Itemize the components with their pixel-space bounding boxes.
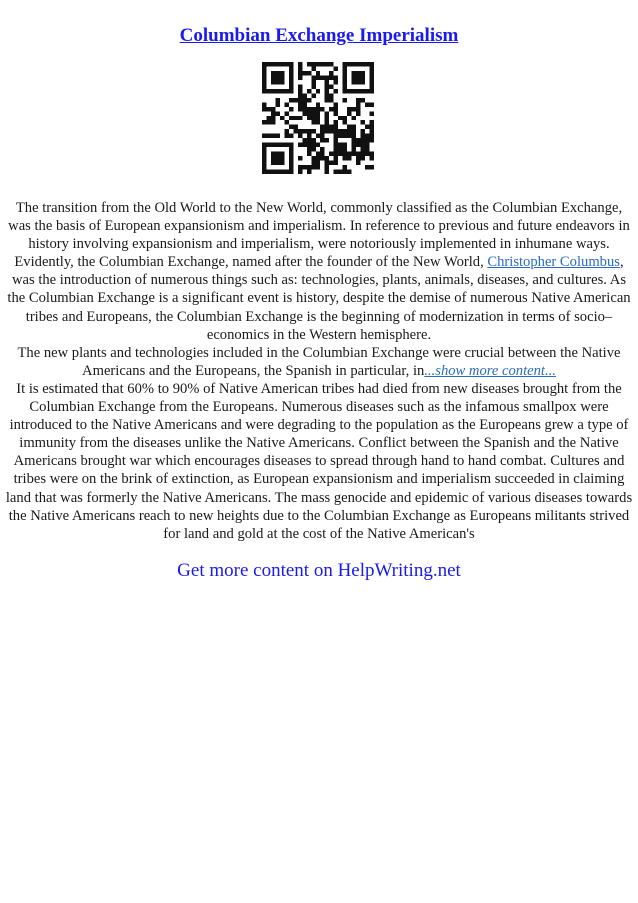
paragraph-intro (4, 199, 634, 344)
paragraph-intro-text-continued: , was the introduction of numerous things such as: technologies, plants, animals, diseases, and cultures. As the Columbian Exchange is a significant event is history, despite the demise of numerous Native American tribes and Europeans, the Columbian Exchange is the beginning of modernization in terms of socio–economics in the Western hemisphere. (7, 254, 631, 343)
paragraph-diseases: It is estimated that 60% to 90% of Native American tribes had died from new diseases brought from the Columbian Exchange from the Europeans. Numerous diseases such as the infamous smallpox were introduced to the Native Americans and were degrading to the population as the Europeans grew a type of immunity from the diseases unlike the Native Americans. Conflict between the Spanish and the Native Americans brought war which encourages diseases to spread through hand to hand combat. Cultures and tribes were on the brink of extinction, as European expansionism and imperialism succeeded in claiming land that was formerly the Native Americans. The mass genocide and epidemic of various diseases towards the Native Americans reach to new heights due to the Columbian Exchange as Europeans militants strived for land and gold at the cost of the Native American's (5, 380, 633, 542)
document-title (0, 24, 638, 48)
paragraph-plants (4, 344, 634, 380)
get-more-content-link[interactable]: Get more content on HelpWriting.net (177, 560, 461, 581)
qr-code-icon[interactable] (262, 62, 374, 174)
show-more-link[interactable]: ...show more content... (424, 362, 556, 379)
paragraph-intro-text: The transition from the Old World to the New World, commonly classified as the Columbian Exchange, was the basis of European expansionism and imperialism. In reference to previous and future endeavors in history involving expansionism and imperialism, were notoriously implemented in inhumane ways. Evidently, the Columbian Exchange, named after the founder of the New World, (8, 200, 630, 271)
footer (0, 559, 638, 583)
christopher-columbus-link[interactable]: Christopher Columbus (487, 254, 620, 271)
paragraph-plants-text: The new plants and technologies included in the Columbian Exchange were crucial between the Native Americans and the Europeans, the Spanish in particular, in (17, 344, 621, 379)
title-link[interactable]: Columbian Exchange Imperialism (179, 25, 459, 46)
article-body (4, 199, 634, 543)
